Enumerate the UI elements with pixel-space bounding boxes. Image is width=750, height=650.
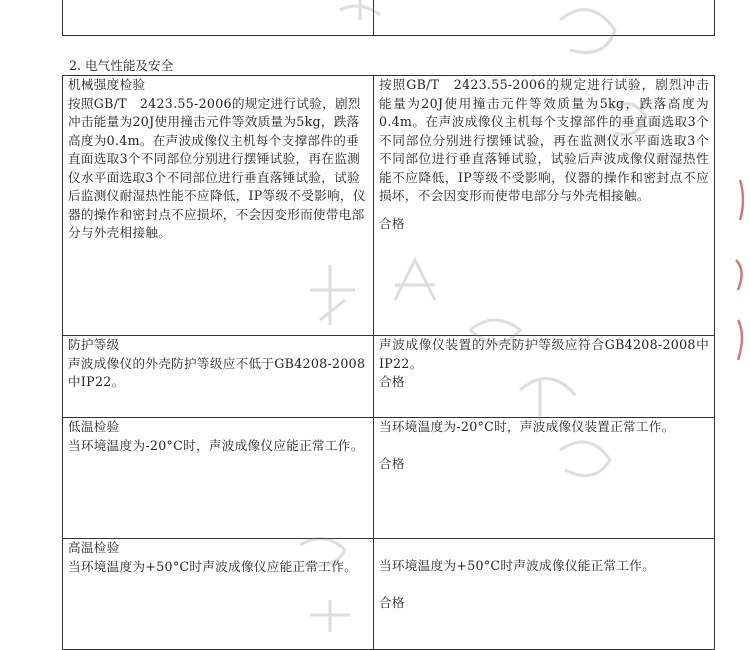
test-cell <box>374 76 715 336</box>
test-cell <box>374 539 715 650</box>
previous-table-left-cell <box>63 0 374 36</box>
requirement-cell <box>63 539 374 650</box>
result-text: 合格 <box>379 455 405 471</box>
test-cell <box>374 418 715 539</box>
result-text: 合格 <box>379 594 405 610</box>
section-heading <box>69 58 173 74</box>
requirement-text: 声波成像仪的外壳防护等级应不低于GB4208-2008中IP22。 <box>68 355 366 389</box>
item-heading: 机械强度检验 <box>68 77 146 92</box>
table-row-mechanical-strength <box>63 76 715 336</box>
requirement-text: 当环境温度为+50°C时声波成像仪应能正常工作。 <box>68 558 357 574</box>
requirement-text: 按照GB/T 2423.55-2006的规定进行试验，剧烈冲击能量为20J使用撞击元件等效质量为5kg，跌落高度为0.4m。在声波成像仪主机每个支撑部件的垂直面选取3个不同部位分别进行摆锤试验，再在监测仪水平面选取3个不同部位进行垂直落锤试验，试验后监测仪耐湿热性能不应降低，IP等级不受影响，仪器的操作和密封点不应损坏，不会因变形而使带电部分与外壳相接触。 <box>68 95 366 240</box>
test-text: 当环境温度为+50°C时声波成像仪能正常工作。 <box>379 558 656 573</box>
stamp-edge-mark <box>732 170 750 410</box>
result-text: 合格 <box>379 374 405 389</box>
requirement-cell <box>63 76 374 336</box>
table-row-protection-grade <box>63 336 715 418</box>
table-row-high-temperature <box>63 539 715 650</box>
section-number: 2. <box>69 58 82 73</box>
item-heading: 低温检验 <box>68 419 120 434</box>
item-heading: 防护等级 <box>68 337 120 352</box>
test-text: 声波成像仪装置的外壳防护等级应符合GB4208-2008中IP22。 <box>379 337 709 371</box>
test-cell <box>374 336 715 418</box>
test-text: 当环境温度为-20°C时，声波成像仪装置正常工作。 <box>379 419 675 434</box>
section-title: 电气性能及安全 <box>85 58 174 73</box>
table-row-low-temperature <box>63 418 715 539</box>
requirement-cell <box>63 336 374 418</box>
item-heading: 高温检验 <box>68 540 120 555</box>
requirement-text: 当环境温度为-20°C时，声波成像仪应能正常工作。 <box>68 437 364 453</box>
result-text: 合格 <box>379 215 405 231</box>
test-text: 按照GB/T 2423.55-2006的规定进行试验，剧烈冲击能量为20J使用撞击元件等效质量为5kg，跌落高度为0.4m。在声波成像仪主机每个支撑部件的垂直面选取3个不同部位分别进行摆锤试验，再在监测仪水平面选取3个不同部位进行垂直落锤试验，试验后声波成像仪耐湿热性能不应降低，IP等级不受影响，仪器的操作和密封点不应损坏，不会因变形而使带电部分与外壳相接触。 <box>379 77 709 203</box>
electrical-safety-table <box>62 75 715 650</box>
previous-table-fragment <box>62 0 715 36</box>
previous-table-right-cell <box>374 0 715 36</box>
requirement-cell <box>63 418 374 539</box>
